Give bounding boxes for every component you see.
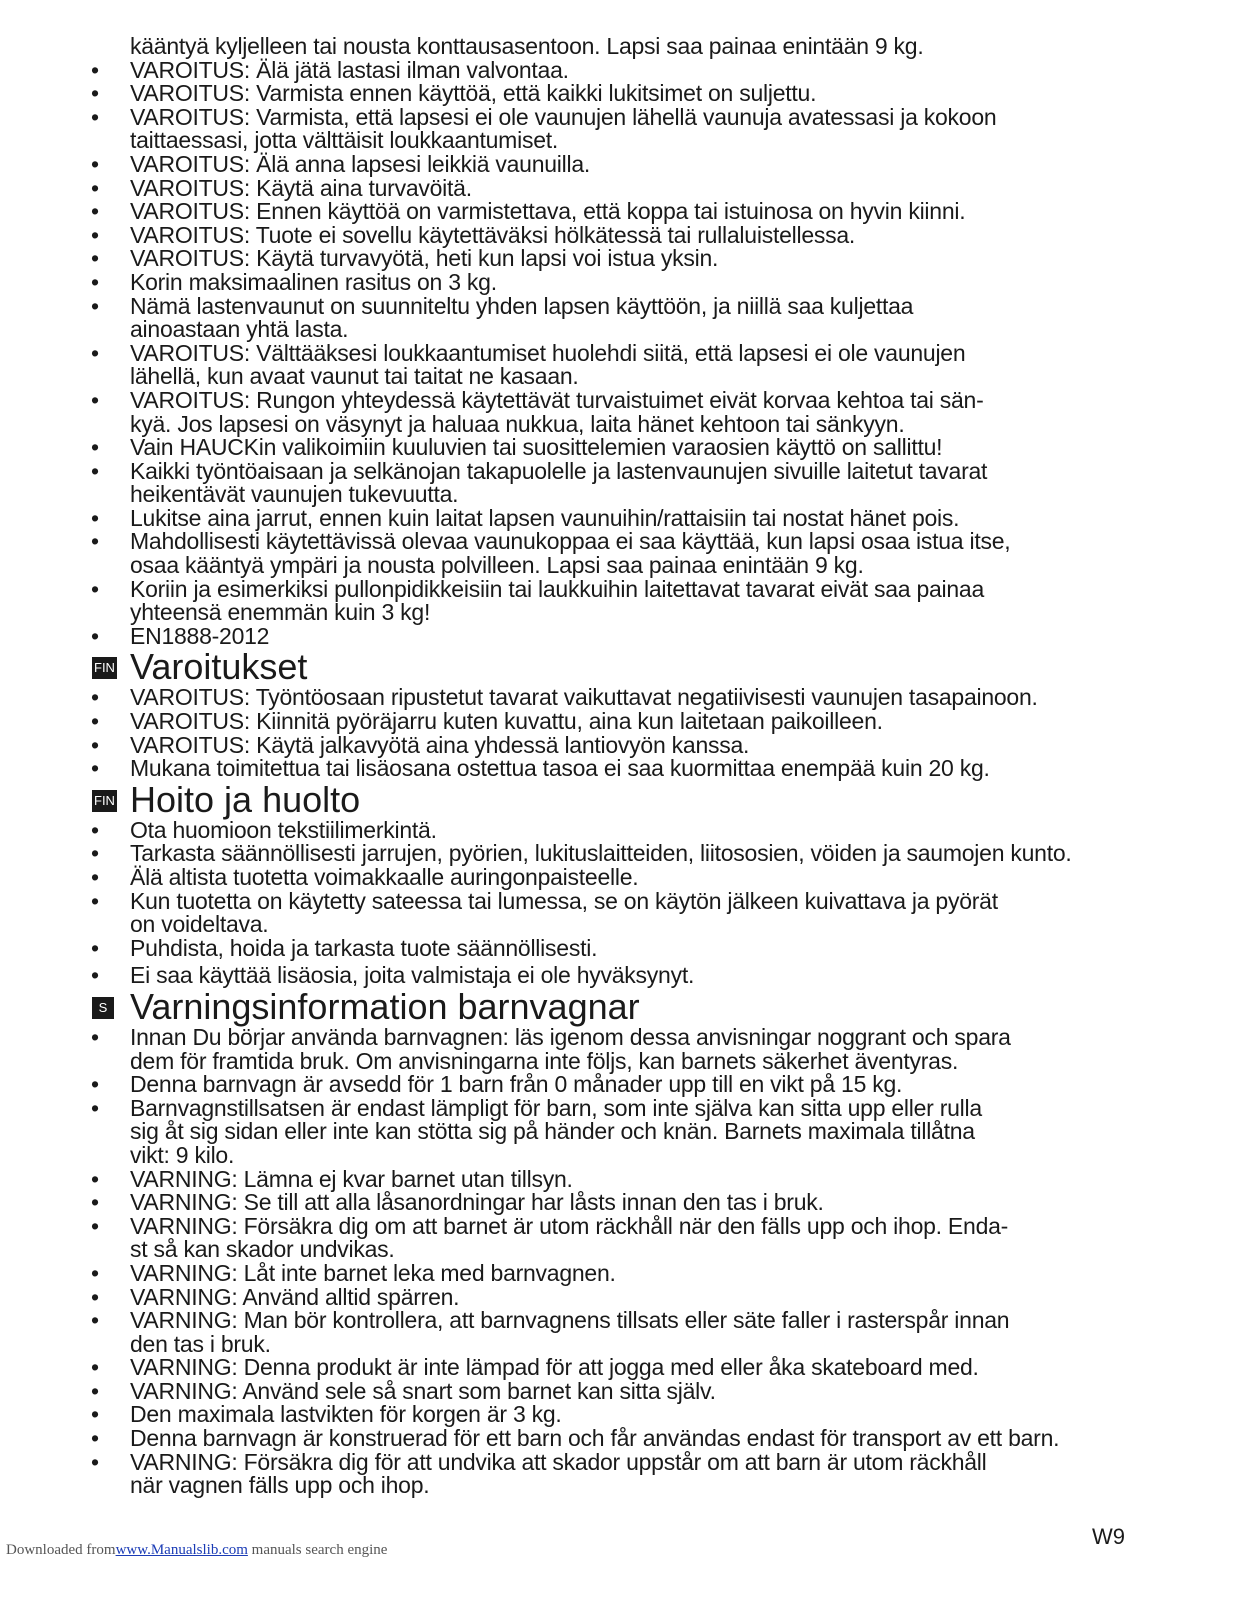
bullet-dot: •: [91, 56, 99, 83]
list-item-continuation: kyä. Jos lapsesi on väsynyt ja haluaa nukkua, laita hänet kehtoon tai sänkyyn.: [130, 410, 905, 437]
list-item: [88, 575, 1156, 602]
list-item-continuation: sig åt sig sidan eller inte kan stötta sig på händer och knän. Barnets maximala tillåtna: [130, 1118, 975, 1145]
bullet-dot: •: [91, 1377, 99, 1404]
bullet-dot: •: [91, 887, 99, 914]
list-item-text: VAROITUS: Käytä aina turvavöitä.: [130, 174, 472, 201]
list-item-text: VAROITUS: Tuote ei sovellu käytettäväksi hölkätessä tai rullaluistellessa.: [130, 221, 856, 248]
bullet-dot: •: [91, 1283, 99, 1310]
list-item: [88, 221, 1156, 248]
list-item: [88, 56, 1156, 83]
list-item-text: VAROITUS: Ennen käyttöä on varmistettava, että koppa tai istuinosa on hyvin kiinni.: [130, 198, 966, 225]
list-item-continuation: osaa kääntyä ympäri ja nousta polvilleen. Lapsi saa painaa enintään 9 kg.: [130, 552, 864, 579]
list-item: [88, 1309, 1156, 1333]
list-item-text: VAROITUS: Varmista ennen käyttöä, että kaikki lukitsimet on suljettu.: [130, 80, 817, 107]
bullet-dot: •: [91, 684, 99, 711]
list-item: [88, 200, 1156, 224]
bullet-dot: •: [91, 1165, 99, 1192]
list-item-text: VARNING: Se till att alla låsanordningar har låsts innan den tas i bruk.: [130, 1189, 824, 1216]
list-item-text: VAROITUS: Kiinnitä pyöräjarru kuten kuvattu, aina kun laitetaan paikoilleen.: [130, 708, 883, 735]
manualslib-link[interactable]: www.Manualslib.com: [115, 1542, 248, 1558]
bullet-dot: •: [91, 708, 99, 735]
bullet-dot: •: [91, 434, 99, 461]
bullet-dot: •: [91, 1401, 99, 1428]
list-item-continuation: yhteensä enemmän kuin 3 kg!: [130, 599, 431, 626]
list-item-text: VARNING: Lämna ej kvar barnet utan tillsyn.: [130, 1165, 573, 1192]
list-item-text: EN1888-2012: [130, 622, 270, 649]
bullet-dot: •: [91, 1307, 99, 1334]
list-item: [88, 964, 1156, 988]
document-body: [88, 35, 1156, 1498]
bullet-dot: •: [91, 80, 99, 107]
list-item-text: VARNING: Försäkra dig om att barnet är utom räckhåll när den fälls upp och ihop. Enda-: [130, 1212, 1009, 1239]
list-item: [88, 686, 1156, 710]
list-item-continuation: den tas i bruk.: [130, 1330, 271, 1357]
list-item-continuation: on voideltava.: [130, 911, 269, 938]
list-item-text: VAROITUS: Älä anna lapsesi leikkiä vaunuilla.: [130, 150, 591, 177]
bullet-dot: •: [91, 174, 99, 201]
page-number: W9: [1092, 1524, 1125, 1549]
bullet-dot: •: [91, 339, 99, 366]
list-item-continuation: taittaessasi, jotta välttäisit loukkaantumiset.: [130, 127, 559, 154]
list-item-text: VAROITUS: Älä jätä lastasi ilman valvontaa.: [130, 56, 569, 83]
list-item-text: Korin maksimaalinen rasitus on 3 kg.: [130, 268, 497, 295]
bullet-dot: •: [91, 1023, 99, 1050]
list-item-text: VARNING: Försäkra dig för att undvika att skador uppstår om att barn är utom räckhåll: [130, 1448, 987, 1475]
list-item: [88, 1283, 1156, 1310]
section-title: Varoitukset: [130, 646, 308, 688]
bullet-dot: •: [91, 731, 99, 758]
section-heading-warnings: [88, 648, 1156, 686]
list-item: [88, 1403, 1156, 1427]
list-item: [88, 1259, 1156, 1286]
list-item-text: Puhdista, hoida ja tarkasta tuote säännöllisesti.: [130, 934, 598, 961]
list-item: [88, 866, 1156, 890]
list-item-continuation: när vagnen fälls upp och ihop.: [130, 1472, 430, 1499]
section-title: Varningsinformation barnvagnar: [130, 985, 640, 1027]
warnings-list: [88, 686, 1156, 780]
warning-list: [88, 56, 1156, 649]
bullet-dot: •: [91, 1071, 99, 1098]
list-item-text: Denna barnvagn är konstruerad för ett barn och får användas endast för transport av ett barn.: [130, 1425, 1060, 1452]
list-item: [88, 504, 1156, 531]
list-item: [88, 436, 1156, 460]
list-item: [88, 622, 1156, 649]
list-item-text: Älä altista tuotetta voimakkaalle auringonpaisteelle.: [130, 864, 639, 890]
list-item: [88, 247, 1156, 271]
list-item-text: Barnvagnstillsatsen är endast lämpligt för barn, som inte själva kan sitta upp eller rulla: [130, 1094, 982, 1121]
bullet-dot: •: [91, 622, 99, 649]
bullet-dot: •: [91, 221, 99, 248]
list-item-text: Tarkasta säännöllisesti jarrujen, pyörien, lukituslaitteiden, liitososien, vöiden ja saumojen kunto.: [130, 840, 1072, 867]
bullet-dot: •: [91, 1354, 99, 1381]
list-item: [88, 887, 1156, 914]
care-list: [88, 816, 1156, 989]
list-item: [88, 842, 1156, 866]
list-item: [88, 934, 1156, 961]
list-item: [88, 339, 1156, 366]
list-item: [88, 530, 1156, 554]
list-item-continuation: lähellä, kun avaat vaunut tai taitat ne kasaan.: [130, 363, 579, 390]
list-item: [88, 816, 1156, 843]
list-item-text: Nämä lastenvaunut on suunniteltu yhden lapsen käyttöön, ja niillä saa kuljettaa: [130, 292, 914, 319]
list-item: [88, 1448, 1156, 1475]
list-item-continuation: ainoastaan yhtä lasta.: [130, 316, 349, 343]
list-item-text: VAROITUS: Työntöosaan ripustetut tavarat vaikuttavat negatiivisesti vaunujen tasapainoon.: [130, 684, 1038, 711]
list-item-text: VARNING: Använd alltid spärren.: [130, 1283, 460, 1310]
list-item-text: Ota huomioon tekstiilimerkintä.: [130, 816, 437, 843]
bullet-dot: •: [91, 103, 99, 130]
bullet-dot: •: [91, 1448, 99, 1475]
list-item: [88, 457, 1156, 484]
list-item: [88, 1427, 1156, 1451]
list-item: [88, 268, 1156, 295]
section-title: Hoito ja huolto: [130, 778, 361, 820]
bullet-dot: •: [91, 816, 99, 843]
list-item: [88, 103, 1156, 130]
section-heading-care: [88, 778, 1156, 820]
bullet-dot: •: [91, 268, 99, 295]
list-item: [88, 292, 1156, 319]
list-item: [88, 731, 1156, 758]
list-item: [88, 386, 1156, 413]
list-item: [88, 757, 1156, 781]
list-item-continuation: dem för framtida bruk. Om anvisningarna inte följs, kan barnets säkerhet äventyras.: [130, 1047, 959, 1074]
footer-tail: manuals search engine: [251, 1542, 388, 1558]
list-item-text: Kaikki työntöaisaan ja selkänojan takapuolelle ja lastenvaunujen sivuille laitetut tavarat: [130, 457, 988, 484]
bullet-dot: •: [91, 150, 99, 177]
bullet-dot: •: [91, 575, 99, 602]
list-item-text: VARNING: Denna produkt är inte lämpad för att jogga med eller åka skateboard med.: [130, 1354, 979, 1381]
bullet-dot: •: [91, 1094, 99, 1121]
download-footer: [6, 1542, 387, 1559]
section-heading-swedish: [88, 985, 1156, 1027]
footer-prefix: Downloaded from: [6, 1542, 116, 1558]
swedish-warning-list: [88, 1023, 1156, 1499]
list-item: [88, 1094, 1156, 1121]
list-item: [88, 82, 1156, 106]
list-item-text: Vain HAUCKin valikoimiin kuuluvien tai suosittelemien varaosien käyttö on sallittu!: [130, 434, 943, 461]
list-item-text: Mukana toimitettua tai lisäosana ostettua tasoa ei saa kuormittaa enempää kuin 20 kg.: [130, 755, 990, 782]
list-item: [88, 174, 1156, 201]
list-item-text: VAROITUS: Varmista, että lapsesi ei ole vaunujen lähellä vaunuja avatessasi ja kokoon: [130, 103, 997, 130]
list-item-text: VARNING: Använd sele så snart som barnet kan sitta själv.: [130, 1377, 716, 1404]
intro-continuation: kääntyä kyljelleen tai nousta konttausasentoon. Lapsi saa painaa enintään 9 kg.: [130, 33, 924, 59]
list-item: [88, 710, 1156, 734]
bullet-dot: •: [91, 1212, 99, 1239]
list-item: [88, 1191, 1156, 1215]
list-item-text: VAROITUS: Välttääksesi loukkaantumiset huolehdi siitä, että lapsesi ei ole vaunujen: [130, 339, 966, 366]
list-item-text: Mahdollisesti käytettävissä olevaa vaunukoppaa ei saa käyttää, kun lapsi osaa istua itse,: [130, 528, 1011, 555]
bullet-dot: •: [91, 504, 99, 531]
list-item-continuation: heikentävät vaunujen tukevuutta.: [130, 481, 459, 508]
bullet-dot: •: [91, 1189, 99, 1216]
list-item-text: VARNING: Man bör kontrollera, att barnvagnens tillsats eller säte faller i rasterspår innan: [130, 1307, 1010, 1334]
list-item: [88, 1165, 1156, 1192]
bullet-dot: •: [91, 245, 99, 272]
list-item-text: VARNING: Låt inte barnet leka med barnvagnen.: [130, 1259, 616, 1286]
bullet-dot: •: [91, 292, 99, 319]
bullet-dot: •: [91, 840, 99, 867]
language-badge: FIN: [92, 657, 117, 679]
bullet-dot: •: [91, 934, 99, 961]
list-item: [88, 1023, 1156, 1050]
list-item-text: VAROITUS: Käytä turvavyötä, heti kun lapsi voi istua yksin.: [130, 245, 719, 272]
language-badge: S: [92, 997, 114, 1019]
bullet-dot: •: [91, 386, 99, 413]
bullet-dot: •: [91, 457, 99, 484]
bullet-dot: •: [91, 962, 99, 989]
list-item-continuation: vikt: 9 kilo.: [130, 1141, 235, 1168]
list-item: [88, 1073, 1156, 1097]
bullet-dot: •: [91, 755, 99, 782]
list-item-text: Lukitse aina jarrut, ennen kuin laitat lapsen vaunuihin/rattaisiin tai nostat hänet pois.: [130, 504, 960, 531]
list-item-text: Den maximala lastvikten för korgen är 3 kg.: [130, 1401, 562, 1428]
list-item: [88, 1356, 1156, 1380]
list-item: [88, 1212, 1156, 1239]
list-item-continuation: st så kan skador undvikas.: [130, 1236, 395, 1263]
list-item: [88, 150, 1156, 177]
list-item-text: VAROITUS: Käytä jalkavyötä aina yhdessä lantiovyön kanssa.: [130, 731, 750, 758]
language-badge: FIN: [92, 790, 117, 812]
list-item-text: Ei saa käyttää lisäosia, joita valmistaja ei ole hyväksynyt.: [130, 962, 695, 989]
bullet-dot: •: [91, 864, 99, 890]
bullet-dot: •: [91, 1425, 99, 1452]
list-item-text: VAROITUS: Rungon yhteydessä käytettävät turvaistuimet eivät korvaa kehtoa tai sän-: [130, 386, 984, 413]
list-item: [88, 1377, 1156, 1404]
list-item-text: Koriin ja esimerkiksi pullonpidikkeisiin tai laukkuihin laitettavat tavarat eivät saa painaa: [130, 575, 985, 602]
bullet-dot: •: [91, 528, 99, 555]
bullet-dot: •: [91, 198, 99, 225]
list-item-text: Kun tuotetta on käytetty sateessa tai lumessa, se on käytön jälkeen kuivattava ja pyörät: [130, 887, 998, 914]
list-item-text: Innan Du börjar använda barnvagnen: läs igenom dessa anvisningar noggrant och spara: [130, 1023, 1011, 1050]
list-item-text: Denna barnvagn är avsedd för 1 barn från 0 månader upp till en vikt på 15 kg.: [130, 1071, 903, 1098]
bullet-dot: •: [91, 1259, 99, 1286]
